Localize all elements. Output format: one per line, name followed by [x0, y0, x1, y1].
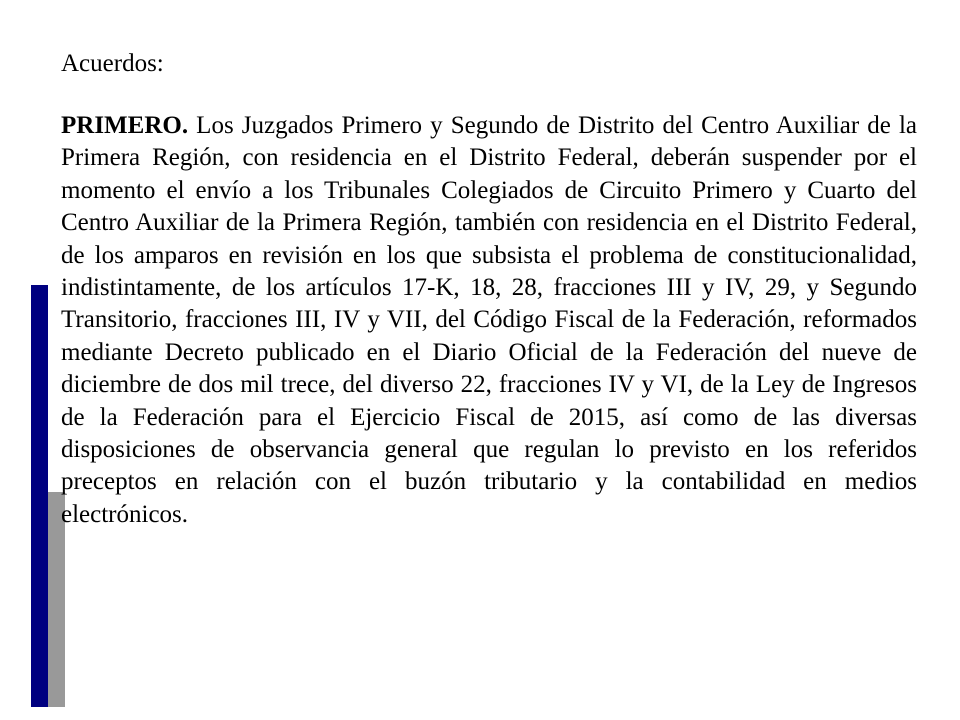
heading: Acuerdos:	[61, 50, 164, 77]
paragraph-text: Los Juzgados Primero y Segundo de Distrito del Centro Auxiliar de la Primera Región, con residencia en el Distrito Federal, deberán suspender por el momento el envío a los Tribunales Colegiados de Circuito Primero y Cuarto del Centro Auxiliar de la Primera Región, también con residencia en el Distrito Federal, de los amparos en revisión en los que subsista el problema de constitucionalidad, indistintamente, de los artículos 17-K, 18, 28, fracciones III y IV, 29, y Segundo Transitorio, fracciones III, IV y VII, del Código Fiscal de la Federación, reformados mediante Decreto publicado en el Diario Oficial de la Federación del nueve de diciembre de dos mil trece, del diverso 22, fracciones IV y VI, de la Ley de Ingresos de la Federación para el Ejercicio Fiscal de 2015, así como de las diversas disposiciones de observancia general que regulan lo previsto en los referidos preceptos en relación con el buzón tributario y la contabilidad en medios electrónicos.	[61, 112, 917, 528]
document-body	[61, 48, 917, 531]
paragraph-lead: PRIMERO.	[61, 112, 189, 139]
paragraph-primero	[61, 110, 917, 531]
decorative-blue-bar	[31, 285, 48, 707]
